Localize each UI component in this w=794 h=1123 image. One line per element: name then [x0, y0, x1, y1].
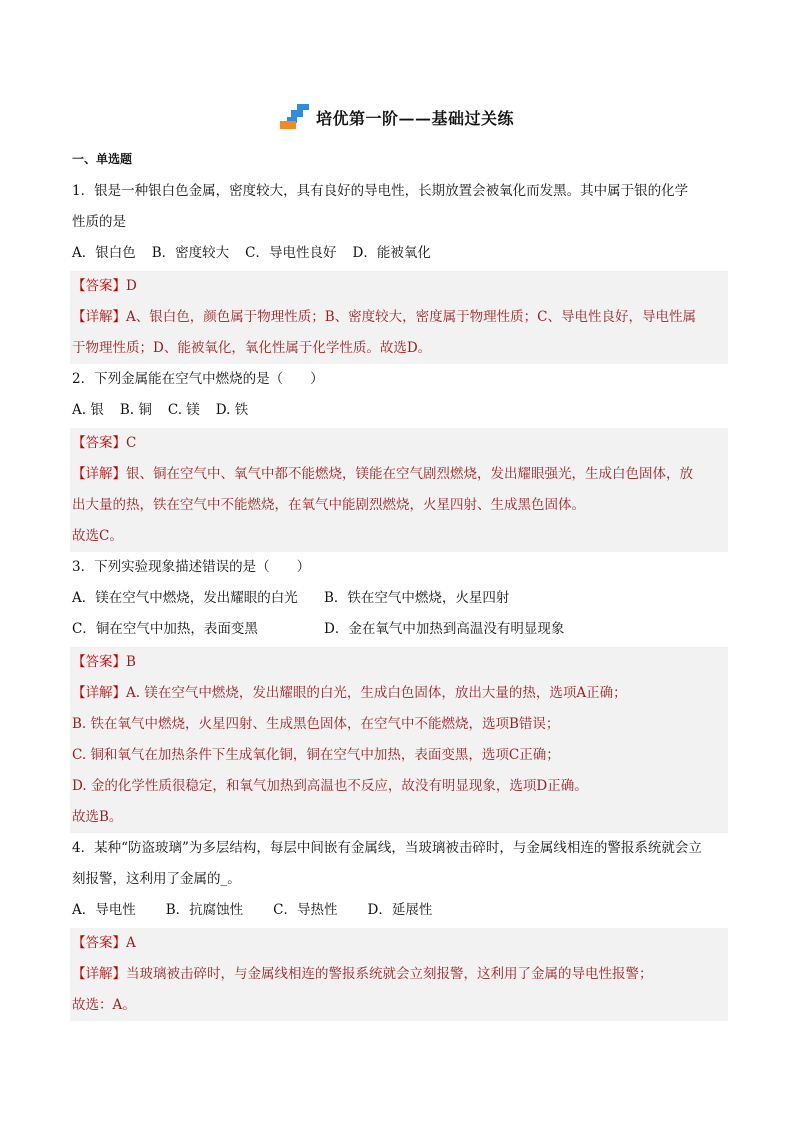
answer-block	[70, 271, 728, 364]
detail-line: 于物理性质；D、能被氧化，氧化性属于化学性质。故选D。	[72, 340, 432, 356]
page-title: 培优第一阶——基础过关练	[315, 108, 514, 128]
answer-tag: 【答案】	[72, 435, 126, 451]
detail-line: 出大量的热，铁在空气中不能燃烧，在氧气中能剧烈燃烧，火星四射、生成黑色固体。	[72, 497, 585, 513]
question-1	[72, 176, 724, 364]
option-d: D. 铁	[215, 402, 249, 418]
question-stem-line: 4．某种“防盗玻璃”为多层结构，每层中间嵌有金属线，当玻璃被击碎时，与金属线相连的警报系统就会立	[72, 840, 702, 856]
detail-line: 【详解】A. 镁在空气中燃烧，发出耀眼的白光，生成白色固体，放出大量的热，选项A正确；	[72, 685, 627, 701]
question-stem-line: 3．下列实验现象描述错误的是（ ）	[72, 559, 311, 575]
option-a: A．镁在空气中燃烧，发出耀眼的白光	[72, 590, 298, 606]
answer-value: C	[126, 435, 137, 451]
section-heading: 一、单选题	[72, 152, 133, 166]
option-d: D．金在氧气中加热到高温没有明显现象	[324, 621, 565, 637]
title-bar	[0, 102, 794, 132]
detail-tag: 【详解】	[72, 309, 126, 325]
options-row	[72, 583, 724, 614]
option-b: B．铁在空气中燃烧，火星四射	[324, 590, 510, 606]
question-4	[72, 833, 724, 1021]
answer-block	[70, 647, 728, 833]
question-stem-line: 1．银是一种银白色金属，密度较大，具有良好的导电性，长期放置会被氧化而发黑。其中属于银的化学	[72, 183, 689, 199]
question-stem-line: 2．下列金属能在空气中燃烧的是（ ）	[72, 371, 324, 387]
option-a: A．导电性	[72, 902, 136, 918]
question-3	[72, 552, 724, 833]
question-list	[72, 176, 724, 1021]
question-stem-line: 刻报警，这利用了金属的_。	[72, 871, 241, 887]
answer-line	[72, 647, 726, 678]
option-d: D．延展性	[367, 902, 433, 918]
detail-tag: 【详解】	[72, 966, 126, 982]
answer-line	[72, 271, 726, 302]
option-b: B. 铜	[119, 402, 152, 418]
option-d: D．能被氧化	[352, 245, 431, 261]
detail-line: D. 金的化学性质很稳定，和氧气加热到高温也不反应，故没有明显现象，选项D正确。	[72, 778, 588, 794]
answer-tag: 【答案】	[72, 654, 126, 670]
answer-value: D	[126, 278, 137, 294]
answer-line	[72, 428, 726, 459]
detail-line: 故选C。	[72, 528, 123, 544]
answer-tag: 【答案】	[72, 935, 126, 951]
option-c: C．导热性	[273, 902, 338, 918]
options-row	[72, 895, 724, 926]
detail-line: 故选B。	[72, 809, 123, 825]
option-a: A. 银	[72, 402, 104, 418]
answer-block	[70, 428, 728, 552]
staircase-logo-icon	[280, 104, 312, 130]
option-c: C．导电性良好	[245, 245, 337, 261]
answer-block	[70, 928, 728, 1021]
question-stem-line: 性质的是	[72, 214, 126, 230]
detail-line: 故选：A。	[72, 997, 136, 1013]
option-a: A．银白色	[72, 245, 136, 261]
answer-line	[72, 928, 726, 959]
answer-value: A	[126, 935, 136, 951]
question-2	[72, 364, 724, 552]
options-row	[72, 238, 724, 269]
detail-line: C. 铜和氧气在加热条件下生成氧化铜，铜在空气中加热，表面变黑，选项C正确；	[72, 747, 560, 763]
options-row	[72, 395, 724, 426]
detail-line: 【详解】当玻璃被击碎时，与金属线相连的警报系统就会立刻报警，这利用了金属的导电性报警；	[72, 966, 653, 982]
detail-line: 【详解】银、铜在空气中、氧气中都不能燃烧，镁能在空气剧烈燃烧，发出耀眼强光，生成白色固体，放	[72, 466, 693, 482]
options-row	[72, 614, 724, 645]
answer-value: B	[126, 654, 136, 670]
detail-line: 【详解】A、银白色，颜色属于物理性质；B、密度较大，密度属于物理性质；C、导电性良好，导电性属	[72, 309, 696, 325]
detail-line: B. 铁在氧气中燃烧，火星四射、生成黑色固体，在空气中不能燃烧，选项B错误；	[72, 716, 560, 732]
answer-tag: 【答案】	[72, 278, 126, 294]
detail-tag: 【详解】	[72, 685, 126, 701]
option-b: B．密度较大	[151, 245, 230, 261]
option-c: C．铜在空气中加热，表面变黑	[72, 621, 258, 637]
option-c: C. 镁	[167, 402, 200, 418]
detail-tag: 【详解】	[72, 466, 126, 482]
option-b: B．抗腐蚀性	[165, 902, 244, 918]
